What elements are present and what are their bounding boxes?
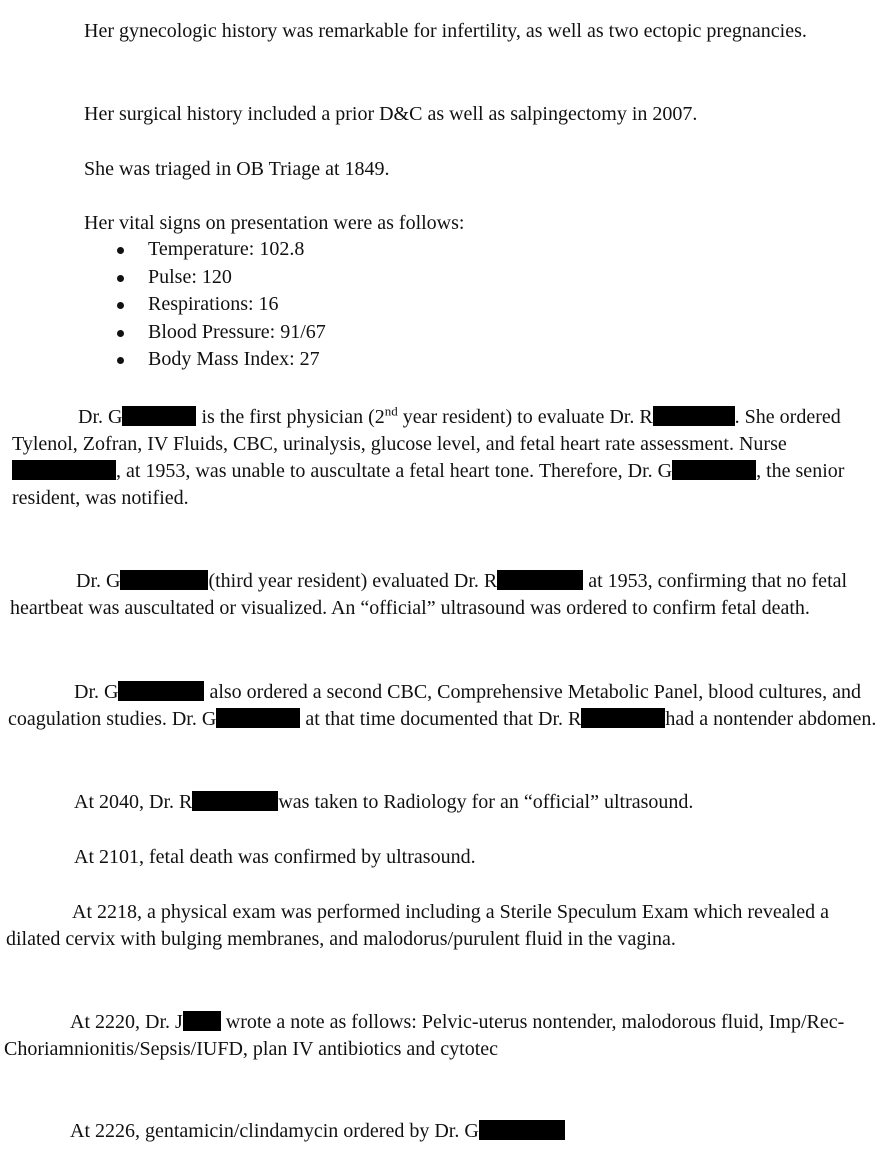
p5-text-a: Dr. G [78, 406, 123, 428]
fetal-death-paragraph [8, 844, 888, 871]
physical-exam-text: At 2218, a physical exam was performed including a Sterile Speculum Exam which revealed a dilated cervix with bulging membranes, and malodorus/purulent fluid in the vagina. [6, 901, 829, 950]
p6-text-c: at 1953, confirming that no fetal heartbeat was auscultated or visualized. An “official” ultrasound was ordered to confirm fetal death. [10, 570, 848, 619]
list-item: Respirations: 16 [115, 291, 326, 319]
redaction-bar [192, 791, 278, 811]
vitals-intro-paragraph [18, 210, 893, 237]
redaction-bar [581, 708, 665, 728]
redaction-bar [216, 708, 300, 728]
note-paragraph [4, 1009, 884, 1063]
p5-text-c: year resident) to evaluate Dr. R [397, 406, 653, 428]
redaction-bar [12, 460, 116, 480]
triage-paragraph [18, 156, 893, 183]
p5-superscript: nd [384, 403, 398, 419]
fetal-death-text: At 2101, fetal death was confirmed by ultrasound. [74, 846, 476, 868]
p8-text-b: was taken to Radiology for an “official” ultrasound. [278, 791, 694, 813]
antibiotics-paragraph [4, 1118, 884, 1145]
first-physician-paragraph [12, 404, 882, 512]
redaction-bar [653, 406, 735, 426]
surgical-history-paragraph [18, 101, 893, 128]
triage-text: She was triaged in OB Triage at 1849. [84, 158, 390, 180]
second-cbc-paragraph [8, 679, 884, 733]
p5-text-e: , at 1953, was unable to auscultate a fetal heart tone. Therefore, Dr. G [116, 460, 673, 482]
redaction-bar [118, 681, 204, 701]
physical-exam-paragraph [6, 899, 886, 953]
p11-text-b: wrote a note as follows: Pelvic-uterus nontender, malodorous fluid, Imp/Rec-Choriamnionitis/Sepsis/IUFD, plan IV antibiotics and cytotec [4, 1011, 845, 1060]
p8-text-a: At 2040, Dr. R [74, 791, 193, 813]
p6-text-a: Dr. G [76, 570, 121, 592]
vital-signs-list [115, 236, 326, 374]
p6-text-b: (third year resident) evaluated Dr. R [208, 570, 498, 592]
p5-text-f: , the senior resident, was notified. [12, 460, 845, 509]
p7-text-d: had a nontender abdomen. [665, 708, 877, 730]
redaction-bar [183, 1011, 221, 1031]
redaction-bar [122, 406, 196, 426]
gynecologic-history-text: Her gynecologic history was remarkable for infertility, as well as two ectopic pregnancies. [84, 20, 807, 42]
p7-text-c: at that time documented that Dr. R [300, 708, 582, 730]
p5-text-d: . She ordered Tylenol, Zofran, IV Fluids, CBC, urinalysis, glucose level, and fetal heart rate assessment. Nurse [12, 406, 841, 455]
surgical-history-text: Her surgical history included a prior D&C as well as salpingectomy in 2007. [84, 103, 698, 125]
antibiotics-text: At 2226, gentamicin/clindamycin ordered by Dr. G [70, 1120, 479, 1142]
list-item: Temperature: 102.8 [115, 236, 326, 264]
gynecologic-history-paragraph [18, 18, 880, 45]
senior-resident-paragraph [10, 568, 882, 622]
list-item: Pulse: 120 [115, 264, 326, 292]
redaction-bar [120, 570, 208, 590]
radiology-paragraph [8, 789, 888, 816]
list-item: Body Mass Index: 27 [115, 346, 326, 374]
vitals-intro-text: Her vital signs on presentation were as follows: [84, 212, 465, 234]
p5-text-b: is the first physician (2 [196, 406, 385, 428]
p7-text-a: Dr. G [74, 681, 119, 703]
p7-text-b: also ordered a second CBC, Comprehensive Metabolic Panel, blood cultures, and coagulation studies. Dr. G [8, 681, 861, 730]
redaction-bar [479, 1120, 565, 1140]
p11-text-a: At 2220, Dr. J [70, 1011, 183, 1033]
redaction-bar [672, 460, 756, 480]
redaction-bar [497, 570, 583, 590]
list-item: Blood Pressure: 91/67 [115, 319, 326, 347]
